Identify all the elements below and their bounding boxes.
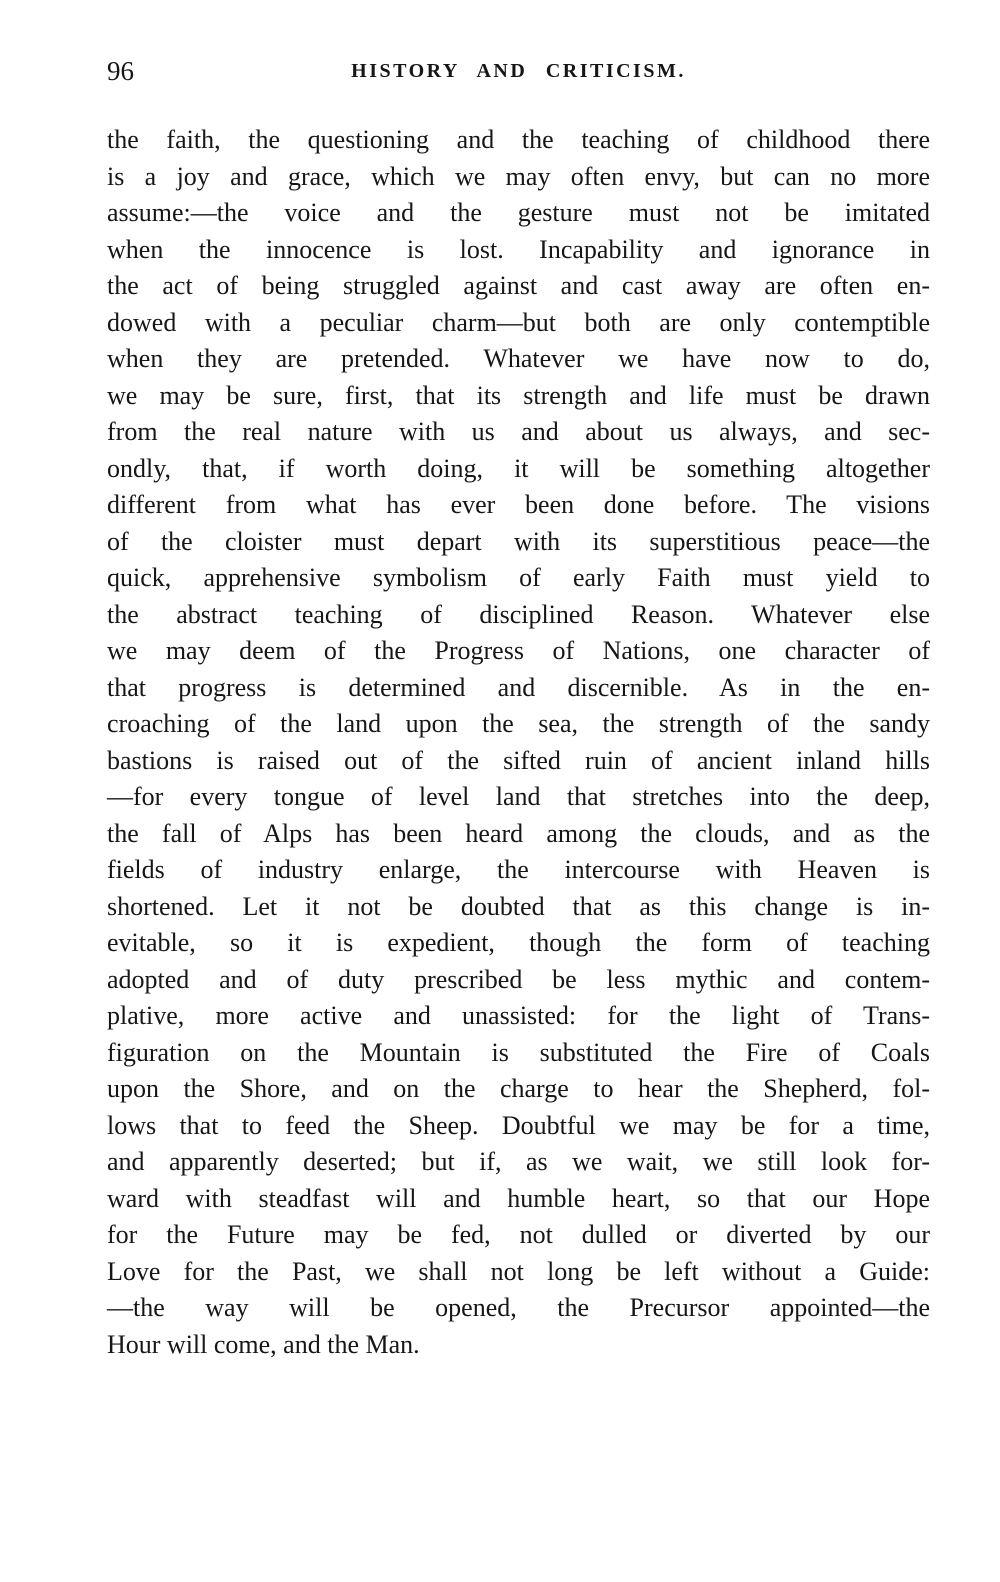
text-line: of the cloister must depart with its superstitious peace—the [107, 526, 930, 556]
text-line: Hour will come, and the Man. [107, 1329, 420, 1359]
text-line: bastions is raised out of the sifted ruin of ancient inland hills [107, 745, 930, 775]
body-text [107, 122, 930, 1363]
text-line: the abstract teaching of disciplined Reason. Whatever else [107, 599, 930, 629]
text-line: adopted and of duty prescribed be less mythic and contem- [107, 964, 930, 994]
text-line: from the real nature with us and about us always, and sec- [107, 417, 930, 446]
text-line: and apparently deserted; but if, as we wait, we still look for- [107, 1147, 930, 1176]
text-line: we may deem of the Progress of Nations, one character of [107, 636, 930, 665]
text-line: —for every tongue of level land that stretches into the deep, [107, 782, 930, 811]
text-line: quick, apprehensive symbolism of early Faith must yield to [107, 563, 930, 592]
text-line: dowed with a peculiar charm—but both are only contemptible [107, 307, 930, 337]
text-line: for the Future may be fed, not dulled or diverted by our [107, 1220, 930, 1249]
text-line: is a joy and grace, which we may often envy, but can no more [107, 161, 930, 191]
text-line: figuration on the Mountain is substituted the Fire of Coals [107, 1037, 930, 1067]
text-line: Love for the Past, we shall not long be left without a Guide: [107, 1256, 930, 1286]
text-line: lows that to feed the Sheep. Doubtful we may be for a time, [107, 1110, 930, 1140]
text-line: upon the Shore, and on the charge to hear the Shepherd, fol- [107, 1074, 930, 1103]
text-line: different from what has ever been done before. The visions [107, 490, 930, 519]
text-line: when the innocence is lost. Incapability and ignorance in [107, 234, 930, 264]
text-line: ward with steadfast will and humble heart, so that our Hope [107, 1183, 930, 1213]
text-line: ondly, that, if worth doing, it will be something altogether [107, 453, 930, 483]
page-header [107, 56, 930, 90]
text-line: when they are pretended. Whatever we have now to do, [107, 344, 930, 373]
text-line: assume:—the voice and the gesture must not be imitated [107, 198, 930, 227]
running-title: HISTORY AND CRITICISM. [351, 60, 686, 82]
text-line: fields of industry enlarge, the intercourse with Heaven is [107, 855, 930, 884]
text-line: that progress is determined and discernible. As in the en- [107, 672, 930, 702]
text-line: the act of being struggled against and cast away are often en- [107, 271, 930, 300]
text-line: evitable, so it is expedient, though the form of teaching [107, 928, 930, 957]
text-line: we may be sure, first, that its strength and life must be drawn [107, 380, 930, 410]
text-line: the faith, the questioning and the teaching of childhood there [107, 125, 930, 154]
text-line: shortened. Let it not be doubted that as this change is in- [107, 891, 930, 921]
page-number: 96 [107, 56, 134, 86]
text-line: croaching of the land upon the sea, the strength of the sandy [107, 709, 930, 738]
text-line: plative, more active and unassisted: for the light of Trans- [107, 1001, 930, 1030]
text-line: —the way will be opened, the Precursor appointed—the [107, 1293, 930, 1322]
text-line: the fall of Alps has been heard among the clouds, and as the [107, 818, 930, 848]
